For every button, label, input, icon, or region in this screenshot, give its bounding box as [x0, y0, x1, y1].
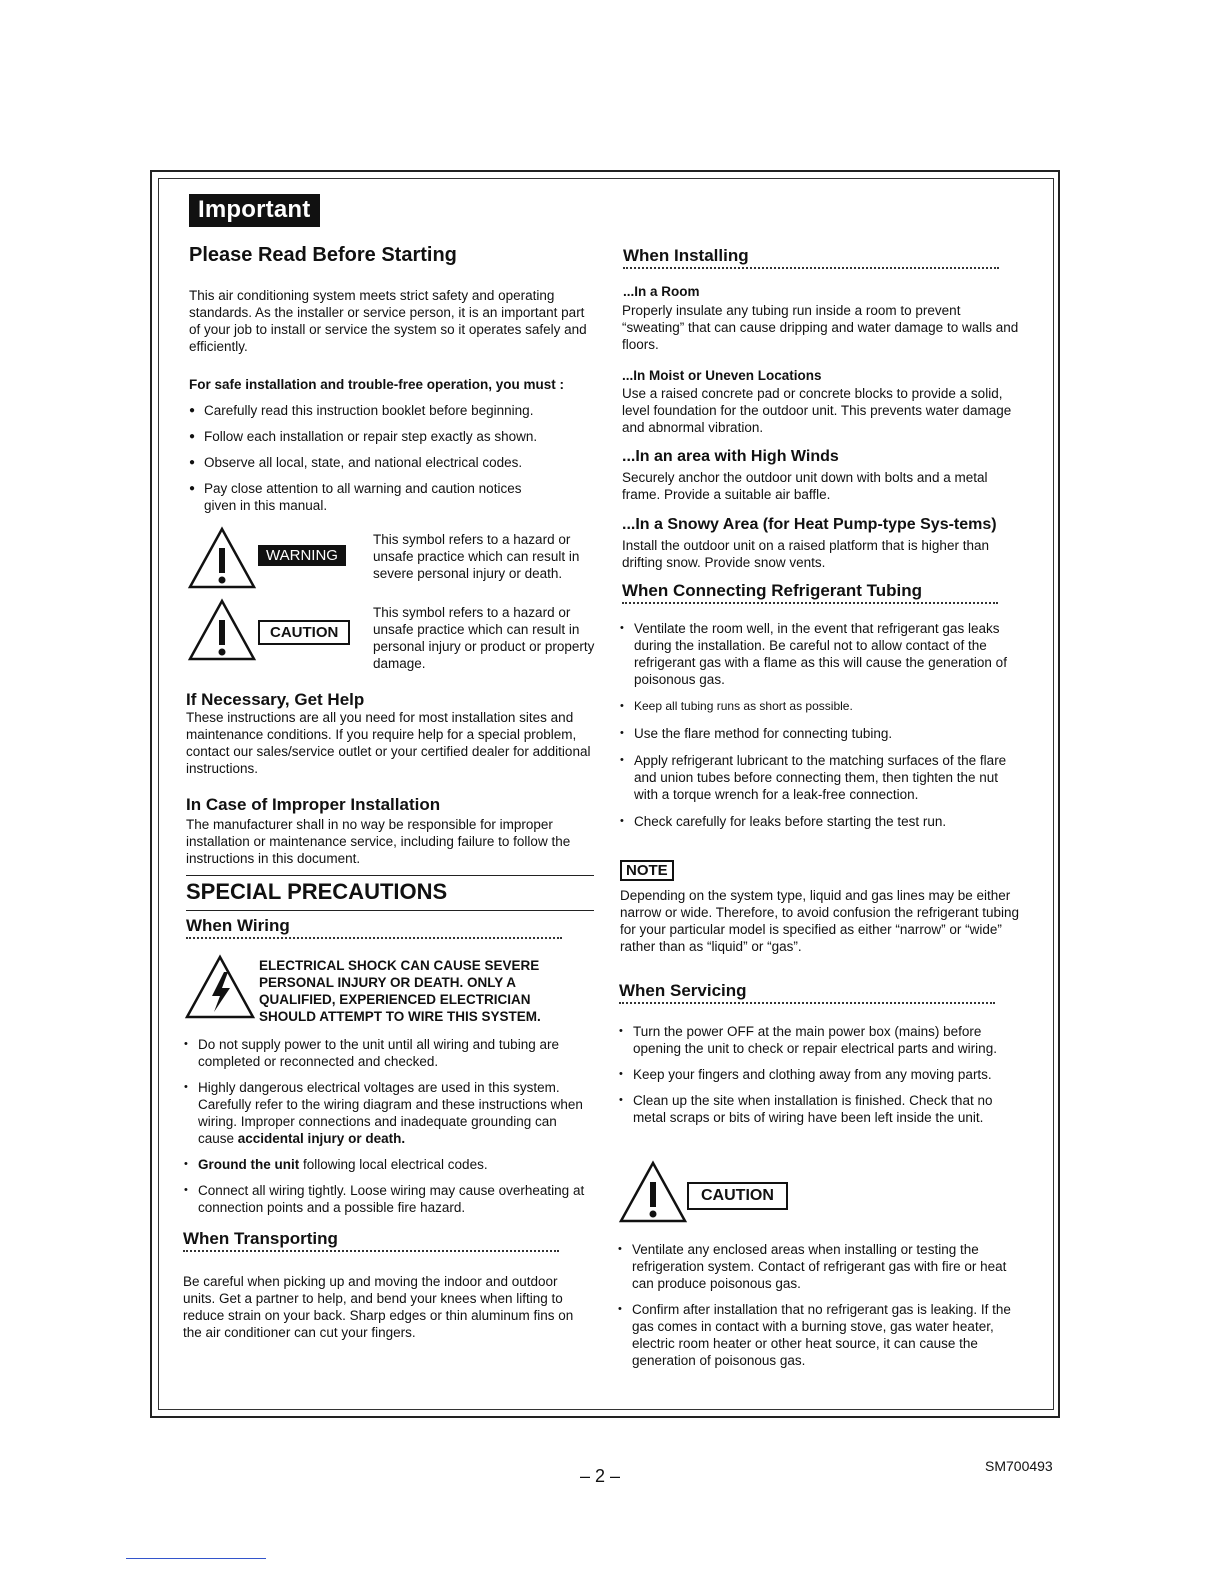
caution-triangle-icon — [618, 1160, 688, 1224]
warning-box: WARNING — [258, 545, 346, 566]
list-item: • Turn the power OFF at the main power box (mains) before opening the unit to check or repair electrical parts and wiring. — [619, 1023, 1023, 1057]
list-item: ● Follow each installation or repair step exactly as shown. — [189, 428, 579, 445]
divider — [186, 910, 594, 911]
servicing-list — [619, 1023, 1023, 1126]
must-heading: For safe installation and trouble-free operation, you must : — [189, 377, 565, 392]
connecting-title: When Connecting Refrigerant Tubing — [622, 581, 998, 604]
wiring-text: Highly dangerous electrical voltages are used in this system. Carefully refer to the wiring diagram and these instructions when wiring. Improper connections and inadequate grounding can cause — [198, 1080, 583, 1146]
improper-title: In Case of Improper Installation — [186, 795, 441, 814]
note-label — [620, 860, 674, 881]
wiring-text: following local electrical codes. — [299, 1157, 488, 1172]
list-item: • Ventilate any enclosed areas when installing or testing the refrigeration system. Contact of refrigerant gas with fire or heat can produce poisonous gas. — [618, 1241, 1024, 1292]
list-item: • Keep all tubing runs as short as possible. — [620, 698, 1024, 715]
warning-description: This symbol refers to a hazard or unsafe practice which can result in severe personal injury or death. — [373, 532, 580, 581]
document-code: SM700493 — [985, 1458, 1053, 1474]
winds-title: ...In an area with High Winds — [622, 448, 839, 465]
transport-text: Be careful when picking up and moving the indoor and outdoor units. Get a partner to help, and bend your knees when lifting to reduce strain on your back. Sharp edges or thin aluminum fins on the air conditioner can cut your fingers. — [183, 1274, 574, 1340]
list-item: ● Carefully read this instruction booklet before beginning. — [189, 402, 579, 419]
connecting-list — [620, 620, 1024, 830]
installing-title: When Installing — [623, 246, 999, 269]
list-item: • Keep your fingers and clothing away from any moving parts. — [619, 1066, 1023, 1083]
help-title: If Necessary, Get Help — [186, 690, 365, 709]
snowy-text: Install the outdoor unit on a raised platform that is higher than drifting snow. Provide snow vents. — [622, 538, 989, 570]
warning-label — [258, 545, 346, 566]
list-item: • Check carefully for leaks before starting the test run. — [620, 813, 1024, 830]
caution-box: CAUTION — [687, 1182, 788, 1210]
caution-description: This symbol refers to a hazard or unsafe practice which can result in personal injury or product or property damage. — [373, 605, 595, 671]
list-item: • Use the flare method for connecting tubing. — [620, 725, 1024, 742]
caution-label — [258, 620, 350, 645]
list-item: • Clean up the site when installation is finished. Check that no metal scraps or bits of wiring have been left inside the unit. — [619, 1092, 1023, 1126]
moist-title: ...In Moist or Uneven Locations — [622, 368, 822, 383]
list-item — [184, 1079, 592, 1147]
footer-rule — [126, 1558, 266, 1559]
list-item — [184, 1156, 592, 1173]
list-item: ● Pay close attention to all warning and caution notices given in this manual. — [189, 480, 544, 514]
caution-triangle-icon — [187, 598, 257, 662]
divider — [186, 875, 594, 876]
winds-text: Securely anchor the outdoor unit down with bolts and a metal frame. Provide a suitable air baffle. — [622, 470, 988, 502]
shock-warning: ELECTRICAL SHOCK CAN CAUSE SEVERE PERSONAL INJURY OR DEATH. ONLY A QUALIFIED, EXPERIENCED ELECTRICIAN SHOULD ATTEMPT TO WIRE THIS SYSTEM. — [259, 958, 541, 1024]
room-title: ...In a Room — [623, 284, 700, 299]
room-text: Properly insulate any tubing run inside a room to prevent “sweating” that can cause dripping and water damage to walls and floors. — [622, 303, 1019, 352]
note-text: Depending on the system type, liquid and gas lines may be either narrow or wide. Therefore, to avoid confusion the refrigerant tubing for your particular model is specified as either “narrow” or “wide” rather than as “liquid” or “gas”. — [620, 888, 1019, 954]
note-box: NOTE — [620, 860, 674, 881]
intro-paragraph: This air conditioning system meets strict safety and operating standards. As the installer or service person, it is an important part of your job to install or service the system so it operates safely and efficiently. — [189, 288, 587, 354]
wiring-title: When Wiring — [186, 916, 562, 939]
caution-box: CAUTION — [258, 620, 350, 645]
list-item: ● Observe all local, state, and national electrical codes. — [189, 454, 579, 471]
servicing-title: When Servicing — [619, 981, 995, 1004]
help-text: These instructions are all you need for most installation sites and maintenance conditions. If you require help for a special problem, contact our sales/service outlet or your certified dealer for additional instructions. — [186, 710, 591, 776]
wiring-list — [184, 1036, 592, 1216]
wiring-emphasis: accidental injury or death. — [237, 1131, 406, 1146]
caution-list — [618, 1241, 1024, 1369]
list-item: • Do not supply power to the unit until all wiring and tubing are completed or reconnected and checked. — [184, 1036, 592, 1070]
warning-triangle-icon — [187, 526, 257, 590]
electric-shock-icon — [184, 954, 256, 1020]
moist-text: Use a raised concrete pad or concrete blocks to provide a solid, level foundation for the outdoor unit. This prevents water damage and abnormal vibration. — [622, 386, 1012, 435]
list-item: • Confirm after installation that no refrigerant gas is leaking. If the gas comes in contact with a burning stove, gas water heater, electric room heater or other heat source, it can cause the generation of poisonous gas. — [618, 1301, 1024, 1369]
page-title: Please Read Before Starting — [189, 244, 457, 266]
snowy-title: ...In a Snowy Area (for Heat Pump-type Sys-tems) — [622, 516, 997, 533]
improper-text: The manufacturer shall in no way be responsible for improper installation or maintenance service, including failure to follow the instructions in this document. — [186, 817, 571, 866]
special-precautions-title: SPECIAL PRECAUTIONS — [186, 879, 448, 904]
wiring-emphasis: Ground the unit — [198, 1157, 300, 1172]
caution-label — [687, 1182, 788, 1210]
must-list — [189, 402, 579, 514]
list-item: • Apply refrigerant lubricant to the matching surfaces of the flare and union tubes before connecting them, then tighten the nut with a torque wrench for a leak-free connection. — [620, 752, 1024, 803]
important-badge: Important — [189, 194, 320, 227]
page-number: – 2 – — [580, 1466, 621, 1486]
list-item: • Ventilate the room well, in the event that refrigerant gas leaks during the installation. Be careful not to allow contact of the refrigerant gas with a flame as this will cause the generation of poisonous gas. — [620, 620, 1024, 688]
list-item: • Connect all wiring tightly. Loose wiring may cause overheating at connection points and a possible fire hazard. — [184, 1182, 592, 1216]
transporting-title: When Transporting — [183, 1229, 559, 1252]
